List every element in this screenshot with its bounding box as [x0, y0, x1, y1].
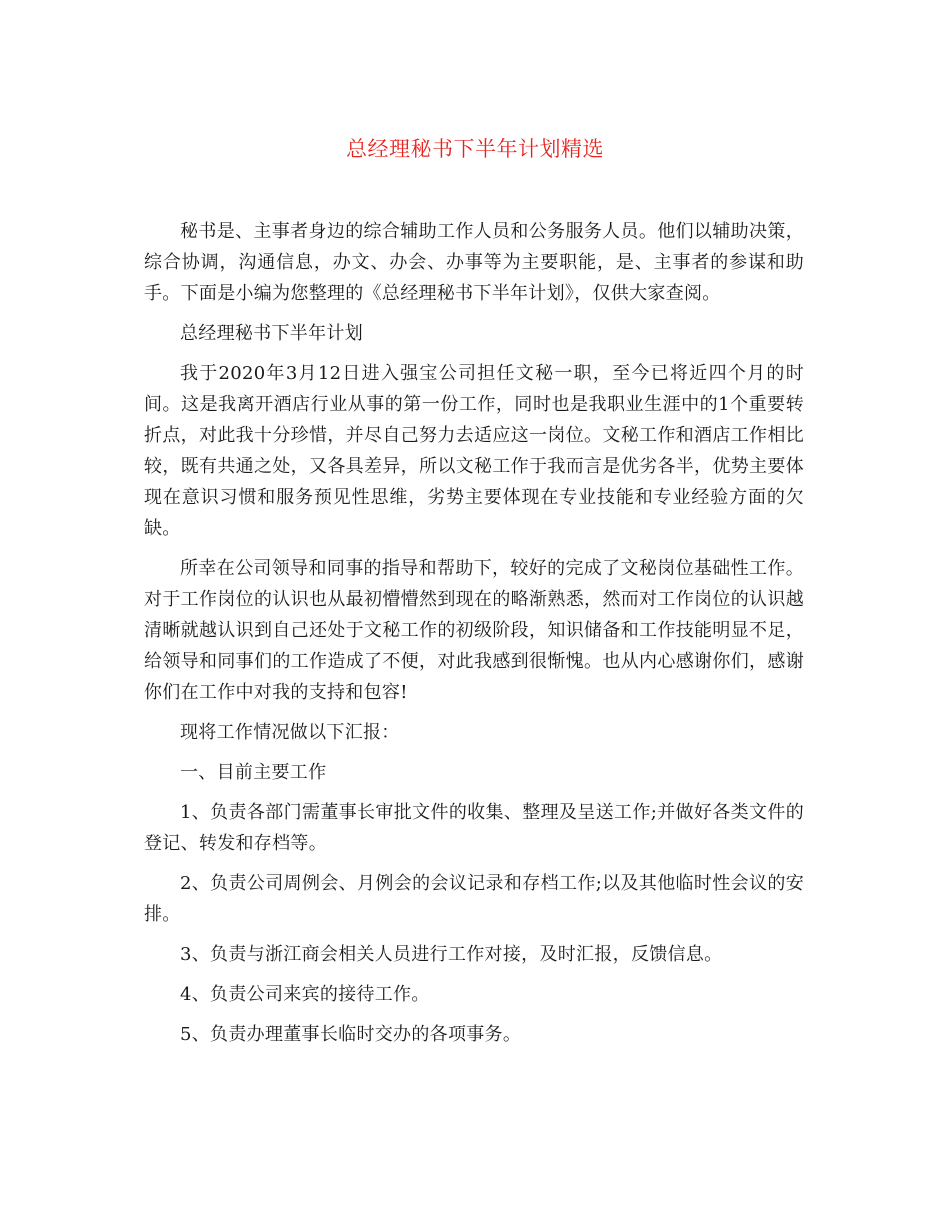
- body-paragraph: 我于2020年3月12日进入强宝公司担任文秘一职，至今已将近四个月的时间。这是我离开酒店行业从事的第一份工作，同时也是我职业生涯中的1个重要转折点，对此我十分珍惜，并尽自己努力去适应这一岗位。文秘工作和酒店工作相比较，既有共通之处，又各具差异，所以文秘工作于我而言是优劣各半，优势主要体现在意识习惯和服务预见性思维，劣势主要体现在专业技能和专业经验方面的欠缺。: [144, 363, 804, 539]
- list-item: 4、负责公司来宾的接待工作。: [180, 984, 430, 1005]
- body-paragraph: 现将工作情况做以下汇报：: [180, 722, 400, 743]
- section-heading: 总经理秘书下半年计划: [180, 323, 363, 344]
- list-item: 5、负责办理董事长临时交办的各项事务。: [180, 1024, 522, 1045]
- body-paragraph: 所幸在公司领导和同事的指导和帮助下，较好的完成了文秘岗位基础性工作。对于工作岗位的认识也从最初懵懵然到现在的略渐熟悉，然而对工作岗位的认识越清晰就越认识到自己还处于文秘工作的初级阶段，知识储备和工作技能明显不足，给领导和同事们的工作造成了不便，对此我感到很惭愧。也从内心感谢你们，感谢你们在工作中对我的支持和包容!: [144, 558, 804, 703]
- document-body: [144, 216, 804, 1059]
- document-title: 总经理秘书下半年计划精选: [346, 137, 604, 161]
- list-item: 1、负责各部门需董事长审批文件的收集、整理及呈送工作;并做好各类文件的登记、转发和存档等。: [144, 802, 804, 854]
- intro-paragraph: 秘书是、主事者身边的综合辅助工作人员和公务服务人员。他们以辅助决策，综合协调，沟通信息，办文、办会、办事等为主要职能，是、主事者的参谋和助手。下面是小编为您整理的《总经理秘书下半年计划》，仅供大家查阅。: [144, 221, 804, 304]
- list-item: 2、负责公司周例会、月例会的会议记录和存档工作;以及其他临时性会议的安排。: [144, 873, 804, 925]
- subsection-heading: 一、目前主要工作: [180, 762, 327, 783]
- list-item: 3、负责与浙江商会相关人员进行工作对接，及时汇报，反馈信息。: [180, 944, 723, 965]
